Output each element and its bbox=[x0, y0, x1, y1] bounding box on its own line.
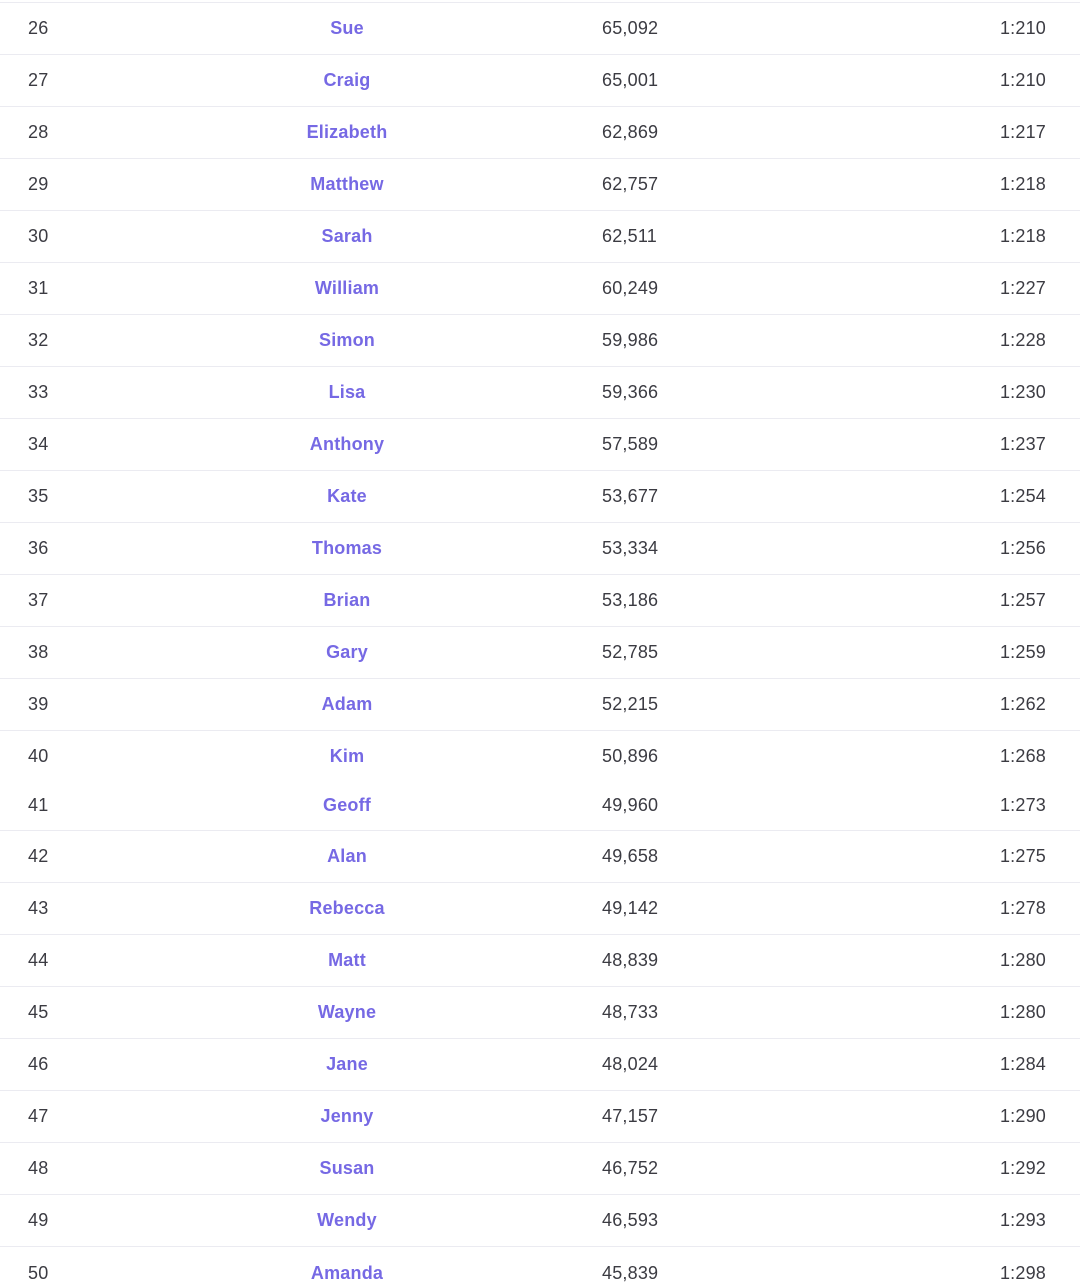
rank-cell: 48 bbox=[28, 1158, 49, 1178]
rank-cell: 28 bbox=[28, 122, 49, 142]
count-cell: 53,677 bbox=[602, 486, 659, 506]
count-cell: 65,001 bbox=[602, 70, 659, 90]
name-link[interactable]: Kim bbox=[329, 745, 365, 766]
count-cell: 49,658 bbox=[602, 846, 659, 866]
name-cell bbox=[130, 486, 564, 507]
rank-cell: 42 bbox=[28, 846, 49, 866]
rank-cell: 29 bbox=[28, 174, 49, 194]
name-cell bbox=[130, 642, 564, 663]
name-link[interactable]: Sue bbox=[330, 18, 364, 38]
name-cell bbox=[130, 538, 564, 559]
ratio-cell: 1:293 bbox=[999, 1210, 1046, 1230]
table-row bbox=[0, 627, 1080, 679]
rank-cell: 49 bbox=[28, 1210, 49, 1230]
ratio-cell: 1:284 bbox=[999, 1054, 1046, 1074]
ratio-cell: 1:210 bbox=[999, 70, 1046, 90]
name-link[interactable]: Brian bbox=[323, 590, 371, 610]
ratio-cell: 1:218 bbox=[999, 226, 1046, 246]
table-row bbox=[0, 1195, 1080, 1247]
name-link[interactable]: Wendy bbox=[317, 1210, 377, 1230]
name-cell bbox=[130, 1002, 564, 1023]
table-row bbox=[0, 883, 1080, 935]
rank-cell: 47 bbox=[28, 1106, 49, 1126]
table-row bbox=[0, 831, 1080, 883]
rank-cell: 39 bbox=[28, 694, 49, 714]
count-cell: 50,896 bbox=[602, 745, 659, 766]
rank-cell: 44 bbox=[28, 950, 49, 970]
count-cell: 48,024 bbox=[602, 1054, 659, 1074]
name-cell bbox=[130, 898, 564, 919]
name-link[interactable]: Wayne bbox=[317, 1002, 377, 1022]
name-cell bbox=[130, 590, 564, 611]
rank-cell: 41 bbox=[28, 795, 49, 815]
table-row bbox=[0, 1091, 1080, 1143]
ratio-cell: 1:268 bbox=[999, 745, 1046, 766]
table-row bbox=[0, 3, 1080, 55]
name-link[interactable]: Adam bbox=[321, 694, 373, 714]
name-link[interactable]: Susan bbox=[319, 1158, 375, 1178]
table-row bbox=[0, 1039, 1080, 1091]
ratio-cell: 1:280 bbox=[999, 1002, 1046, 1022]
rank-cell: 37 bbox=[28, 590, 49, 610]
name-cell bbox=[130, 1106, 564, 1127]
rank-cell: 32 bbox=[28, 330, 49, 350]
name-cell bbox=[130, 1210, 564, 1231]
names-ranking-table bbox=[0, 2, 1080, 1288]
name-cell bbox=[130, 746, 564, 767]
name-cell bbox=[130, 278, 564, 299]
name-cell bbox=[130, 174, 564, 195]
table-row bbox=[0, 935, 1080, 987]
name-link[interactable]: Gary bbox=[326, 642, 368, 662]
name-link[interactable]: Geoff bbox=[323, 795, 371, 815]
count-cell: 62,757 bbox=[602, 174, 659, 194]
table-row bbox=[0, 107, 1080, 159]
name-link[interactable]: Elizabeth bbox=[306, 122, 388, 142]
ratio-cell: 1:259 bbox=[999, 642, 1046, 662]
name-cell bbox=[130, 846, 564, 867]
count-cell: 47,157 bbox=[602, 1106, 659, 1126]
name-cell bbox=[130, 330, 564, 351]
ratio-cell: 1:237 bbox=[999, 434, 1046, 454]
name-cell bbox=[130, 1054, 564, 1075]
count-cell: 62,511 bbox=[602, 226, 657, 246]
count-cell: 53,186 bbox=[602, 590, 659, 610]
count-cell: 59,366 bbox=[602, 382, 659, 402]
ratio-cell: 1:210 bbox=[999, 18, 1046, 38]
ratio-cell: 1:273 bbox=[999, 795, 1046, 815]
name-link[interactable]: Simon bbox=[318, 330, 375, 350]
count-cell: 60,249 bbox=[602, 278, 659, 298]
rank-cell: 36 bbox=[28, 538, 49, 558]
ratio-cell: 1:290 bbox=[999, 1106, 1046, 1126]
table-row bbox=[0, 419, 1080, 471]
count-cell: 49,960 bbox=[602, 795, 659, 815]
rank-cell: 33 bbox=[28, 382, 49, 402]
table-row bbox=[0, 1143, 1080, 1195]
ratio-cell: 1:278 bbox=[999, 898, 1046, 918]
name-link[interactable]: Kate bbox=[327, 486, 367, 506]
table-row bbox=[0, 263, 1080, 315]
rank-cell: 46 bbox=[28, 1054, 49, 1074]
count-cell: 46,752 bbox=[602, 1158, 659, 1178]
ratio-cell: 1:257 bbox=[999, 590, 1046, 610]
rank-cell: 27 bbox=[28, 70, 49, 90]
rank-cell: 45 bbox=[28, 1002, 49, 1022]
count-cell: 48,733 bbox=[602, 1002, 659, 1022]
ratio-cell: 1:280 bbox=[999, 950, 1046, 970]
name-link[interactable]: Anthony bbox=[309, 434, 385, 454]
count-cell: 65,092 bbox=[602, 18, 659, 38]
table-row bbox=[0, 315, 1080, 367]
name-cell bbox=[130, 1263, 564, 1284]
table-row bbox=[0, 1247, 1080, 1288]
ratio-cell: 1:254 bbox=[999, 486, 1046, 506]
name-link[interactable]: Matt bbox=[328, 950, 366, 970]
ratio-cell: 1:217 bbox=[999, 122, 1046, 142]
count-cell: 53,334 bbox=[602, 538, 659, 558]
rank-cell: 26 bbox=[28, 18, 49, 38]
table-row bbox=[0, 55, 1080, 107]
count-cell: 46,593 bbox=[602, 1210, 659, 1230]
table-row bbox=[0, 367, 1080, 419]
table-row bbox=[0, 575, 1080, 627]
table-row bbox=[0, 211, 1080, 263]
ratio-cell: 1:298 bbox=[999, 1262, 1046, 1283]
ratio-cell: 1:228 bbox=[999, 330, 1046, 350]
name-cell bbox=[130, 70, 564, 91]
name-link[interactable]: William bbox=[314, 278, 380, 298]
name-link[interactable]: Amanda bbox=[310, 1262, 384, 1283]
table-row bbox=[0, 159, 1080, 211]
rank-cell: 30 bbox=[28, 226, 49, 246]
name-cell bbox=[130, 382, 564, 403]
name-link[interactable]: Jenny bbox=[320, 1106, 374, 1126]
count-cell: 52,785 bbox=[602, 642, 659, 662]
count-cell: 62,869 bbox=[602, 122, 659, 142]
name-cell bbox=[130, 1158, 564, 1179]
name-link[interactable]: Alan bbox=[327, 846, 367, 866]
name-cell bbox=[130, 694, 564, 715]
name-cell bbox=[130, 795, 564, 816]
name-cell bbox=[130, 434, 564, 455]
count-cell: 48,839 bbox=[602, 950, 659, 970]
rank-cell: 40 bbox=[28, 745, 49, 766]
count-cell: 49,142 bbox=[602, 898, 659, 918]
name-cell bbox=[130, 18, 564, 39]
rank-cell: 43 bbox=[28, 898, 49, 918]
ratio-cell: 1:227 bbox=[999, 278, 1046, 298]
rank-cell: 34 bbox=[28, 434, 49, 454]
table-row bbox=[0, 523, 1080, 575]
table-row bbox=[0, 987, 1080, 1039]
table-row bbox=[0, 731, 1080, 781]
count-cell: 45,839 bbox=[602, 1262, 659, 1283]
count-cell: 52,215 bbox=[602, 694, 659, 714]
rank-cell: 35 bbox=[28, 486, 49, 506]
name-link[interactable]: Thomas bbox=[311, 538, 383, 558]
table-body bbox=[0, 3, 1080, 1288]
name-link[interactable]: Lisa bbox=[328, 382, 366, 402]
ratio-cell: 1:230 bbox=[999, 382, 1046, 402]
ratio-cell: 1:218 bbox=[999, 174, 1046, 194]
count-cell: 59,986 bbox=[602, 330, 659, 350]
name-cell bbox=[130, 122, 564, 143]
rank-cell: 38 bbox=[28, 642, 49, 662]
count-cell: 57,589 bbox=[602, 434, 659, 454]
name-cell bbox=[130, 226, 564, 247]
ratio-cell: 1:256 bbox=[999, 538, 1046, 558]
rank-cell: 50 bbox=[28, 1262, 49, 1283]
name-link[interactable]: Craig bbox=[323, 70, 371, 90]
name-link[interactable]: Jane bbox=[326, 1054, 368, 1074]
ratio-cell: 1:262 bbox=[999, 694, 1046, 714]
rank-cell: 31 bbox=[28, 278, 49, 298]
name-link[interactable]: Sarah bbox=[321, 226, 373, 246]
table-row bbox=[0, 781, 1080, 831]
ratio-cell: 1:292 bbox=[999, 1158, 1046, 1178]
table-row bbox=[0, 471, 1080, 523]
ratio-cell: 1:275 bbox=[999, 846, 1046, 866]
table-row bbox=[0, 679, 1080, 731]
name-cell bbox=[130, 950, 564, 971]
name-link[interactable]: Matthew bbox=[310, 174, 384, 194]
name-link[interactable]: Rebecca bbox=[309, 898, 385, 918]
